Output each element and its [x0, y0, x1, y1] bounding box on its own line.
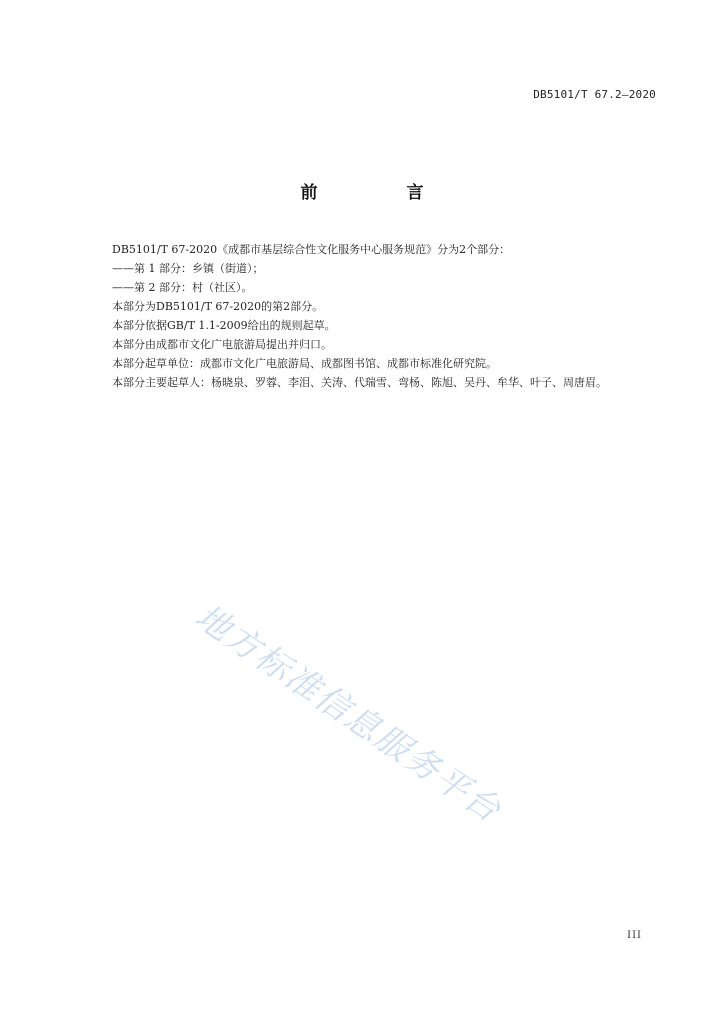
paragraph-drafters: 本部分主要起草人：杨晓泉、罗蓉、李泪、关涛、代瑞雪、弯杨、陈旭、吴丹、牟华、叶子、周唐眉。 [112, 376, 607, 389]
page-number: III [627, 930, 642, 941]
standard-code: DB5101/T 67.2—2020 [533, 88, 656, 101]
paragraph-proposer: 本部分由成都市文化广电旅游局提出并归口。 [112, 338, 332, 351]
paragraph-part-1: ——第 1 部分：乡镇（街道）； [112, 262, 264, 275]
paragraph-parts-intro: DB5101/T 67-2020《成都市基层综合性文化服务中心服务规范》分为2个部分： [112, 243, 511, 256]
paragraph-this-part: 本部分为DB5101/T 67-2020的第2部分。 [112, 300, 324, 313]
watermark-text: 地方标准信息服务平台 [187, 596, 509, 832]
paragraph-drafting-units: 本部分起草单位：成都市文化广电旅游局、成都图书馆、成都市标准化研究院。 [112, 357, 497, 370]
foreword-body [90, 240, 656, 392]
page-title: 前 言 [300, 183, 460, 203]
paragraph-part-2: ——第 2 部分：村（社区）。 [112, 281, 253, 294]
paragraph-drafting-rules: 本部分依据GB/T 1.1-2009给出的规则起草。 [112, 319, 336, 332]
